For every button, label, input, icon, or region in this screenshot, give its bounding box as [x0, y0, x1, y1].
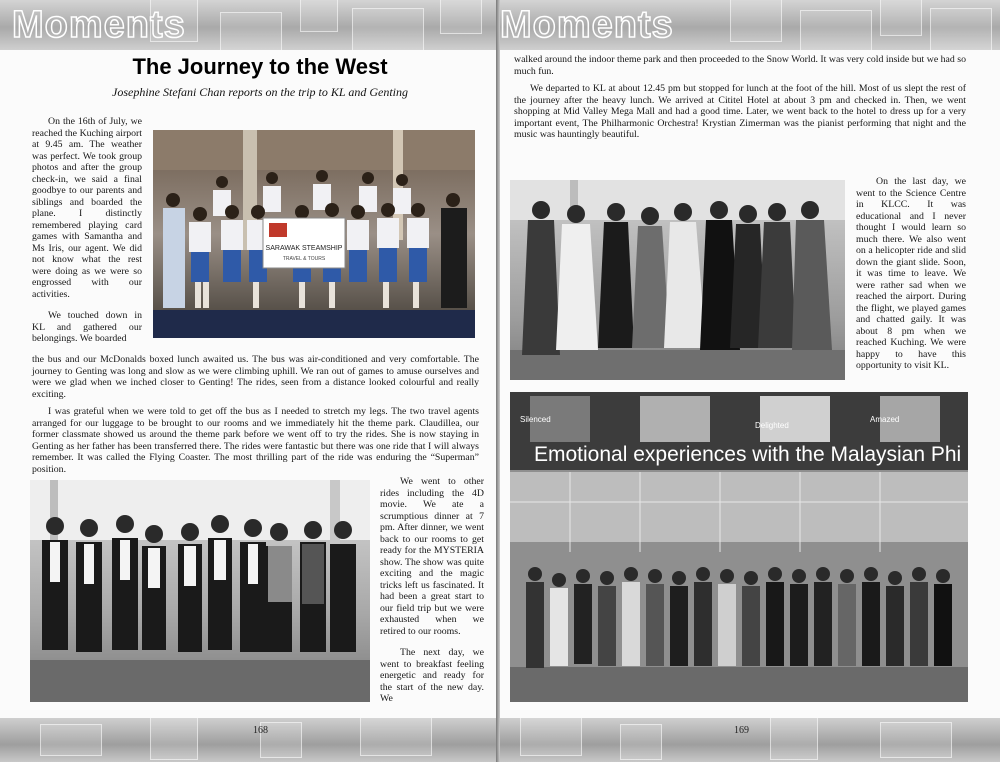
page-number-right: 169: [734, 725, 749, 736]
paragraph: We went to other rides including the 4D movie. We ate a scrumptious dinner at 7 pm. After dinner, we went back to our rooms to get ready for the MYSTERIA show. The show was quite exciting and the magic tricks left us fascinated. It had been a great start to our field trip but we were exhausted when we retired to our rooms.: [380, 476, 484, 637]
poster-banner-text: Emotional experiences with the Malaysian Phi: [534, 443, 962, 466]
poster-word-amazed: Amazed: [870, 415, 900, 424]
right-top-text: [514, 54, 966, 147]
travel-banner-line2: TRAVEL & TOURS: [282, 256, 326, 262]
section-logo: Moments: [12, 4, 186, 46]
poster-word-silenced: Silenced: [520, 415, 551, 424]
paragraph-touchdown-start: We touched down in KL and gathered our belongings. We boarded: [32, 310, 142, 344]
right-footer-band: [500, 718, 1000, 762]
left-footer-band: [0, 718, 496, 762]
article-title: The Journey to the West: [132, 54, 388, 79]
right-header-banner: [500, 0, 1000, 50]
poster-word-delighted: Delighted: [755, 421, 789, 430]
group-photo-airport: [153, 130, 475, 338]
paragraph: The next day, we went to breakfast feeling energetic and ready for the start of the new day. We: [380, 647, 484, 704]
girls-formal-photo: [510, 180, 845, 380]
left-bottom-column: [380, 476, 484, 711]
travel-banner-line1: SARAWAK STEAMSHIP: [265, 245, 343, 252]
page-number-left: 168: [253, 725, 268, 736]
left-intro-column: [32, 116, 142, 351]
paragraph: On the 16th of July, we reached the Kuching airport at 9.45 am. The weather was perfect. We took group photos and after the group check-in, we said a final goodbye to our parents and siblings and boarded the plane. I distinctly remembered playing card games with Samantha and Ms Iris, our agent. We did not know what the rest were doing as we were so engrossed with our activities.: [32, 116, 142, 300]
boys-formal-photo: [30, 480, 370, 702]
left-header-banner: [0, 0, 496, 50]
paragraph: walked around the indoor theme park and then proceeded to the Snow World. It was very cold inside but we had so much fun.: [514, 54, 966, 77]
left-body-text: [32, 354, 479, 481]
section-logo: Moments: [500, 4, 674, 46]
left-page: [0, 0, 496, 762]
paragraph: the bus and our McDonalds boxed lunch awaited us. The bus was air-conditioned and very comfortable. The journey to Genting was long and slow as we were climbing uphill. We ran out of games to amuse ourselves and were we glad when we inched closer to Genting! The rides, seen from a distance looked colourful and really exciting.: [32, 354, 479, 400]
paragraph: On the last day, we went to the Science Centre in KLCC. It was educational and I never thought I would learn so much there. We also went on a helicopter ride and slid down the giant slide. Soon, it was time to leave. We were rather sad when we reached the airport. During the flight, we played games and chatted gaily. It was about 8 pm when we reached Kuching. We were happy to have this opportunity to visit KL.: [856, 176, 966, 371]
right-page: [500, 0, 1000, 762]
article-byline: Josephine Stefani Chan reports on the trip to KL and Genting: [112, 85, 408, 99]
orchestra-venue-photo: [510, 392, 968, 702]
paragraph: We departed to KL at about 12.45 pm but stopped for lunch at the foot of the hill. Most of us slept the rest of the journey after the heavy lunch. We arrived at Cititel Hotel at about 3 pm and checked in. Then, we went shopping at Mid Valley Mega Mall and had a good time. Later, we went back to the hotel to dress up for a very important event, The Philharmonic Orchestra! Krystian Zimerman was the pianist performing that night and the music was hauntingly beautiful.: [514, 83, 966, 140]
right-side-column: [856, 176, 966, 378]
paragraph: I was grateful when we were told to get off the bus as I needed to stretch my legs. The two travel agents arranged for our luggage to be brought to our rooms and we immediately hit the theme park. Claudillea, our former classmate showed us around the theme park before we went off to try the rides. She is now staying in Genting as her father has been transferred there. The rides were fantastic but there was one ride that I will always remember. It was called the Flying Coaster. The most thrilling part of the ride was enduring the “Superman” position.: [32, 406, 479, 475]
